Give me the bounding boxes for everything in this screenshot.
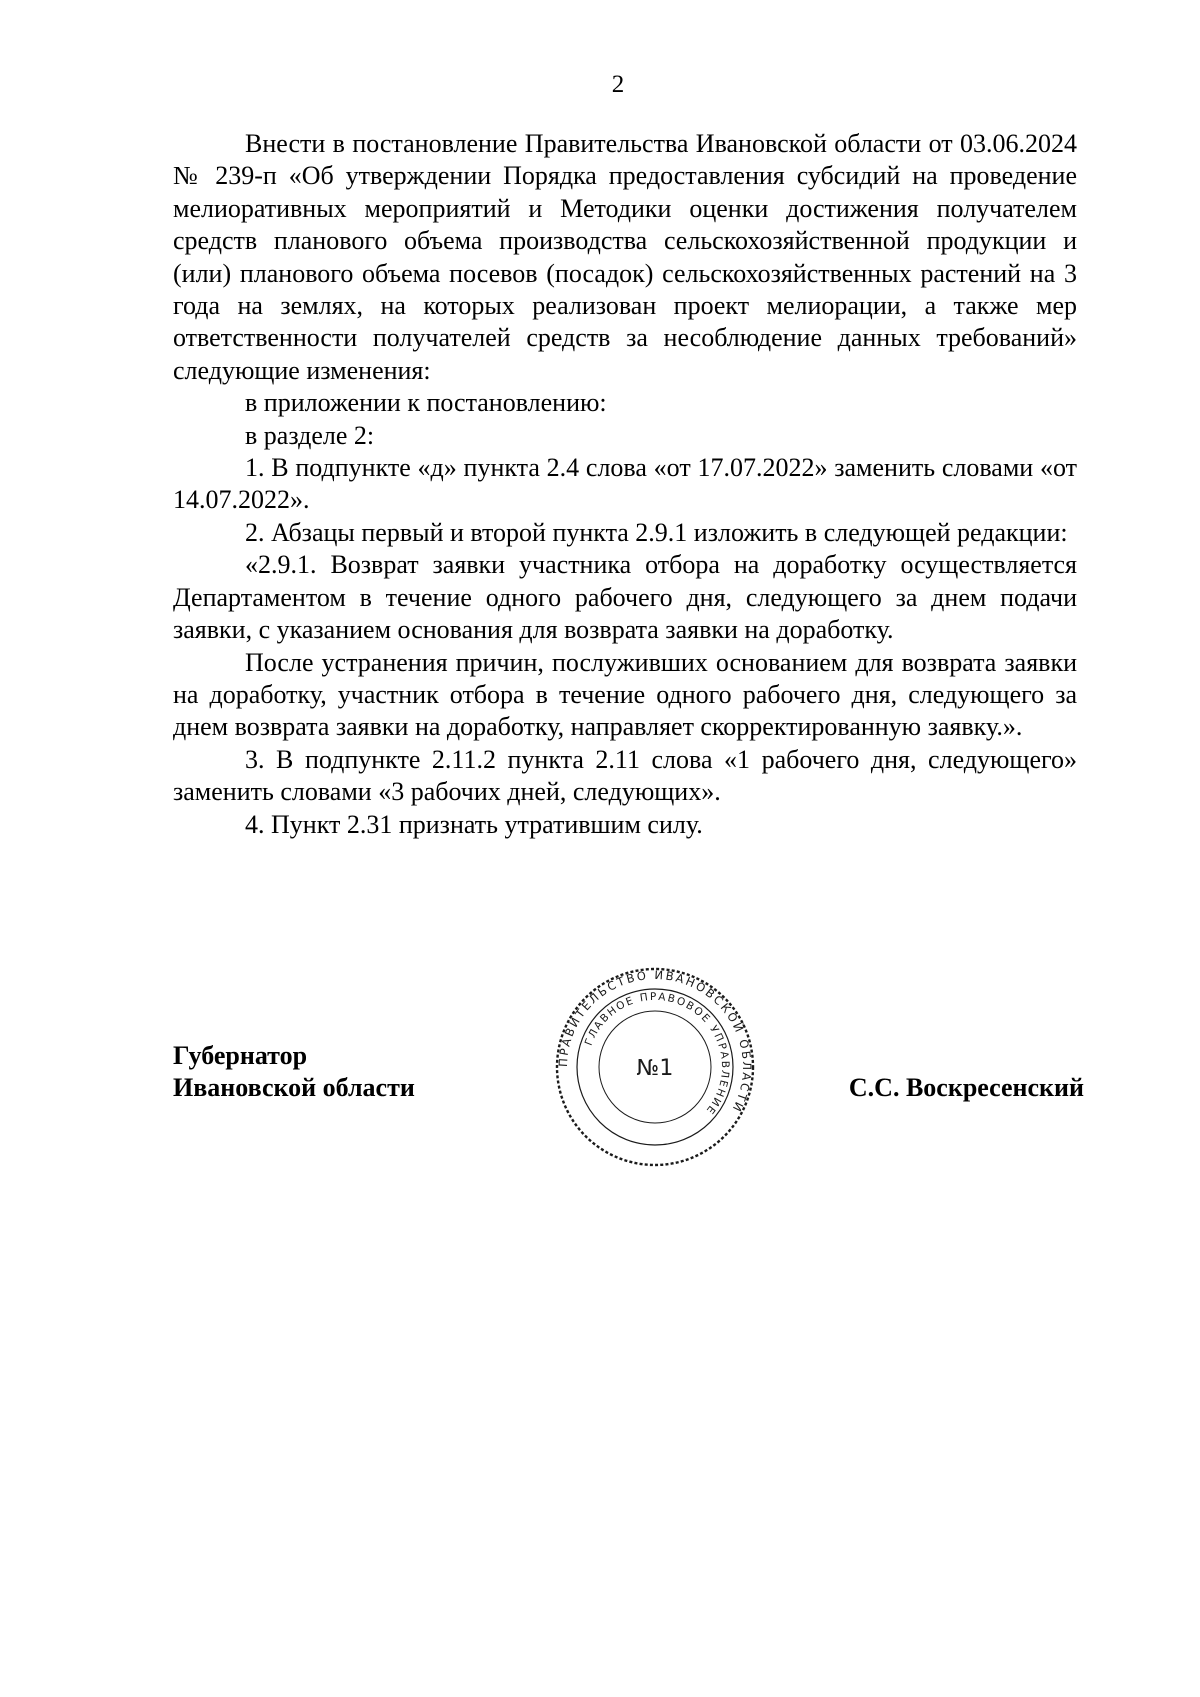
signatory-position	[173, 1040, 415, 1104]
signatory-name: С.С. Воскресенский	[848, 1073, 1084, 1102]
page-number: 2	[611, 71, 625, 98]
paragraph-appendix: в приложении к постановлению:	[245, 388, 607, 418]
official-seal	[555, 967, 755, 1167]
paragraph-intro: Внести в постановление Правительства Ивановской области от 03.06.2024 № 239-п «Об утверждении Порядка предоставления субсидий на проведение мелиоративных мероприятий и Методики оценки достижения получателем средств планового объема производства сельскохозяйственной продукции и (или) планового объема посевов (посадок) сельскохозяйственных растений на 3 года на землях, на которых реализован проект мелиорации, а также мер ответственности получателей средств за несоблюдение данных требований» следующие изменения:	[173, 129, 1077, 385]
paragraph-quote-continued: После устранения причин, послуживших основанием для возврата заявки на доработку, участник отбора в течение одного рабочего дня, следующего за днем возврата заявки на доработку, направляет скорректированную заявку.».	[173, 647, 1077, 742]
paragraph-quote-2-9-1: «2.9.1. Возврат заявки участника отбора на доработку осуществляется Департаментом в течение одного рабочего дня, следующего за днем подачи заявки, с указанием основания для возврата заявки на доработку.	[173, 550, 1077, 645]
paragraph-item-4: 4. Пункт 2.31 признать утратившим силу.	[245, 809, 703, 839]
signatory-position-line-1: Губернатор	[173, 1041, 308, 1070]
document-body	[173, 128, 1077, 841]
seal-center-text: №1	[636, 1056, 674, 1081]
paragraph-item-2: 2. Абзацы первый и второй пункта 2.9.1 изложить в следующей редакции:	[245, 517, 1068, 547]
paragraph-section: в разделе 2:	[245, 420, 375, 450]
signatory-position-line-2: Ивановской области	[173, 1073, 415, 1102]
paragraph-item-1: 1. В подпункте «д» пункта 2.4 слова «от 17.07.2022» заменить словами «от 14.07.2022».	[173, 453, 1077, 515]
seal-inner-text: ГЛАВНОЕ ПРАВОВОЕ УПРАВЛЕНИЕ	[582, 990, 732, 1118]
seal-outer-text: ПРАВИТЕЛЬСТВО ИВАНОВСКОЙ ОБЛАСТИ	[555, 967, 755, 1116]
paragraph-item-3: 3. В подпункте 2.11.2 пункта 2.11 слова «1 рабочего дня, следующего» заменить словами «3 рабочих дней, следующих».	[173, 744, 1077, 807]
seal-graphic	[555, 967, 755, 1167]
